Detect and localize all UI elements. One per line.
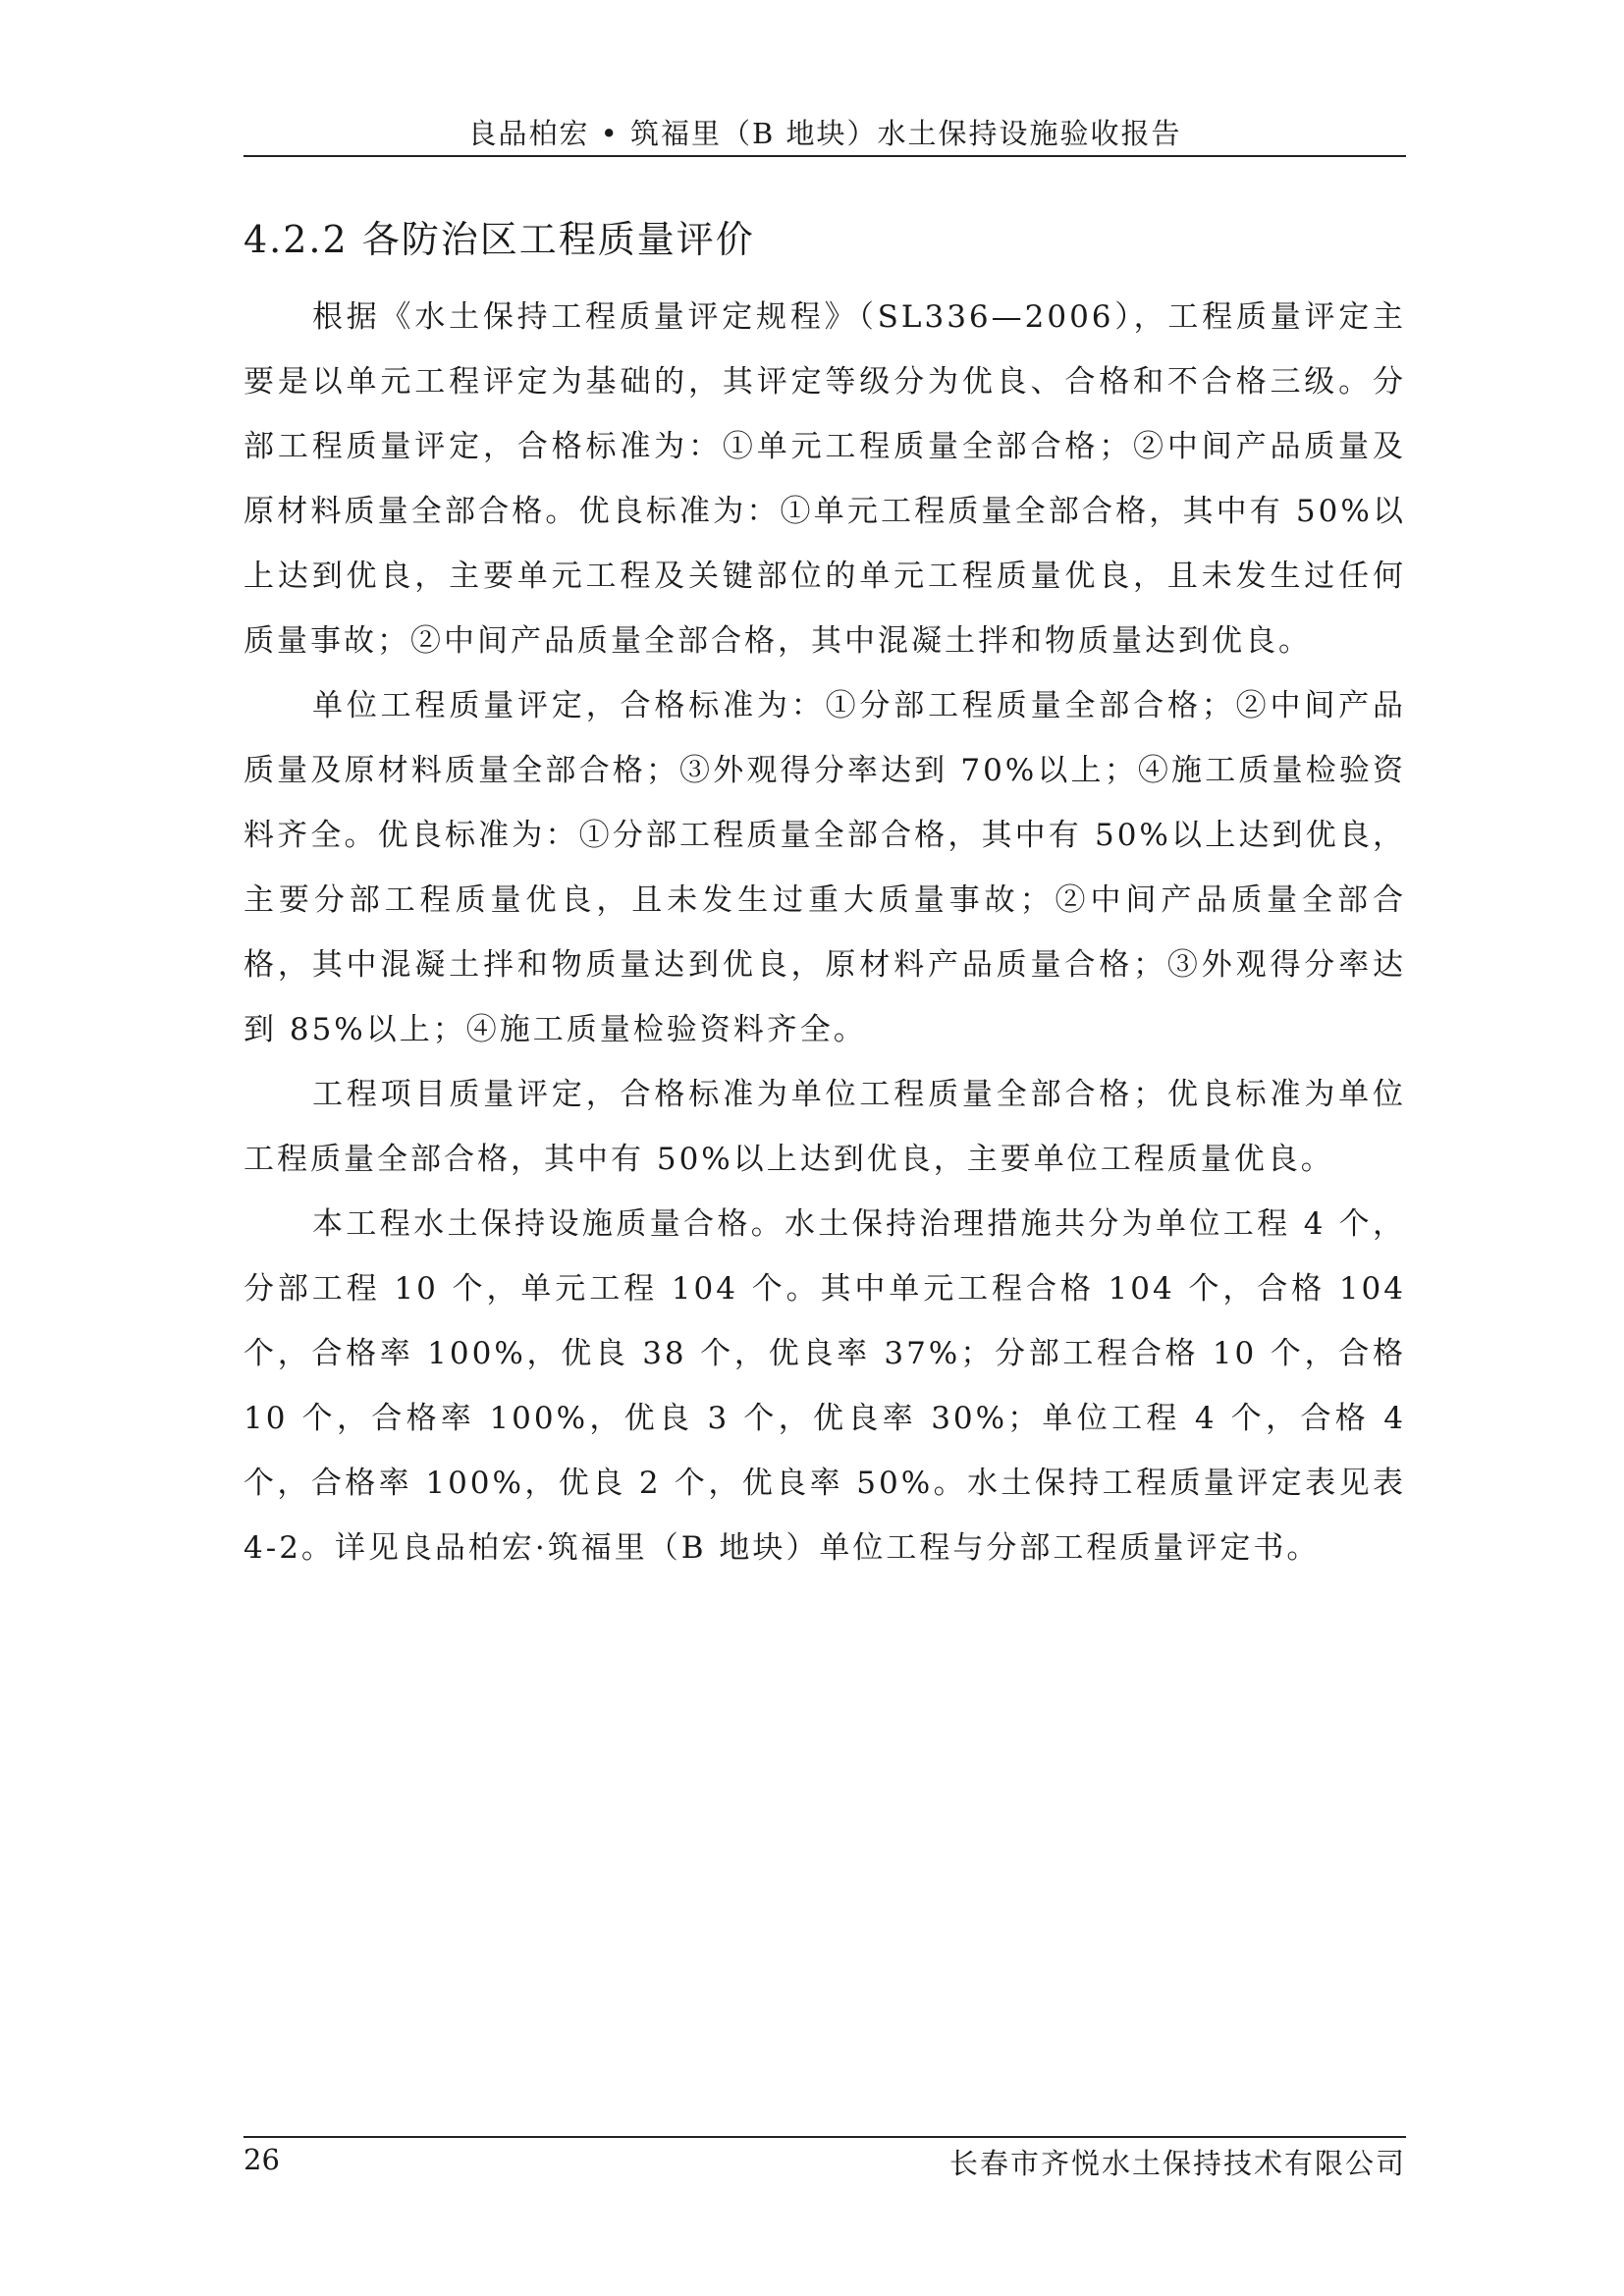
paragraph-unit-project-standard: 单位工程质量评定，合格标准为：①分部工程质量全部合格；②中间产品质量及原材料质量全部合格；③外观得分率达到 70%以上；④施工质量检验资料齐全。优良标准为：①分部工程质量全部合格，其中有 50%以上达到优良，主要分部工程质量优良，且未发生过重大质量事故；②中间产品质量全部合格，其中混凝土拌和物质量达到优良，原材料产品质量合格；③外观得分率达到 85%以上；④施工质量检验资料齐全。 (244, 688, 1406, 1047)
paragraph-project-standard: 工程项目质量评定，合格标准为单位工程质量全部合格；优良标准为单位工程质量全部合格，其中有 50%以上达到优良，主要单位工程质量优良。 (244, 1077, 1406, 1177)
page-number: 26 (244, 2143, 280, 2176)
header-divider (244, 155, 1406, 157)
body-text (244, 285, 1406, 1580)
paragraph-evaluation-standard: 根据《水土保持工程质量评定规程》（SL336—2006），工程质量评定主要是以单元工程评定为基础的，其评定等级分为优良、合格和不合格三级。分部工程质量评定，合格标准为：①单元工程质量全部合格；②中间产品质量及原材料质量全部合格。优良标准为：①单元工程质量全部合格，其中有 50%以上达到优良，主要单元工程及关键部位的单元工程质量优良，且未发生过任何质量事故；②中间产品质量全部合格，其中混凝土拌和物质量达到优良。 (244, 299, 1406, 659)
company-name: 长春市齐悦水土保持技术有限公司 (948, 2147, 1406, 2180)
section-title: 4.2.2 各防治区工程质量评价 (244, 218, 755, 261)
page-header: 良品柏宏 • 筑福里（B 地块）水土保持设施验收报告 (467, 117, 1182, 150)
footer-divider (244, 2136, 1406, 2138)
paragraph-project-result: 本工程水土保持设施质量合格。水土保持治理措施共分为单位工程 4 个，分部工程 10 个，单元工程 104 个。其中单元工程合格 104 个，合格 104 个，合格率 100%，优良 38 个，优良率 37%；分部工程合格 10 个，合格 10 个，合格率 100%，优良 3 个，优良率 30%；单位工程 4 个，合格 4 个，合格率 100%，优良 2 个，优良率 50%。水土保持工程质量评定表见表 4-2。详见良品柏宏·筑福里（B 地块）单位工程与分部工程质量评定书。 (244, 1206, 1406, 1566)
